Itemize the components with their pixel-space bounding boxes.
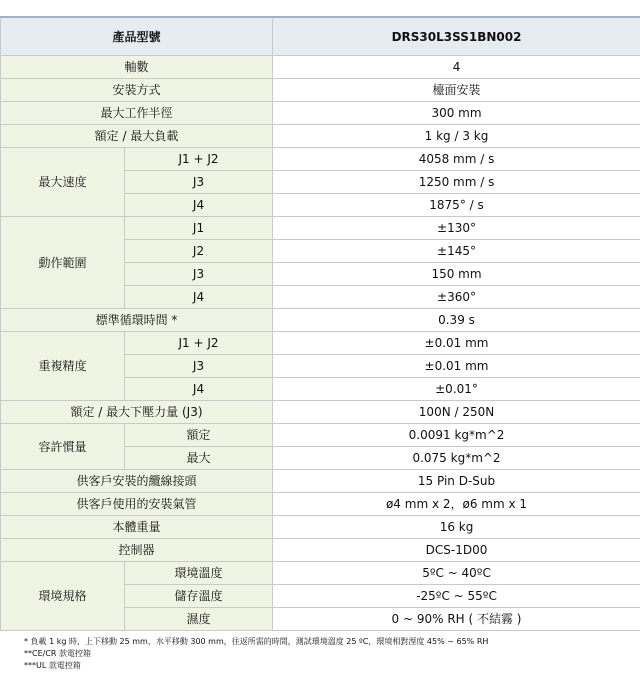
range-value: ±360° <box>273 286 640 309</box>
inertia-sub: 最大 <box>125 447 273 470</box>
repeat-value: ±0.01 mm <box>273 355 640 378</box>
model-value: DRS30L3SS1BN002 <box>273 17 640 56</box>
speed-sub: J3 <box>125 171 273 194</box>
pushdown-label: 額定 / 最大下壓力量 (J3) <box>1 401 273 424</box>
weight-value: 16 kg <box>273 516 640 539</box>
env-sub: 儲存溫度 <box>125 585 273 608</box>
table-row <box>1 493 640 516</box>
mount-value: 檯面安裝 <box>273 79 640 102</box>
cycle-label: 標準循環時間 * <box>1 309 273 332</box>
speed-value: 4058 mm / s <box>273 148 640 171</box>
env-label: 環境規格 <box>1 562 125 631</box>
mount-label: 安裝方式 <box>1 79 273 102</box>
env-value: -25ºC ~ 55ºC <box>273 585 640 608</box>
model-label: 產品型號 <box>1 17 273 56</box>
cycle-value: 0.39 s <box>273 309 640 332</box>
axes-value: 4 <box>273 56 640 79</box>
range-label: 動作範圍 <box>1 217 125 309</box>
range-value: ±130° <box>273 217 640 240</box>
wiring-label: 供客戶安裝的纜線接頭 <box>1 470 273 493</box>
range-value: 150 mm <box>273 263 640 286</box>
repeat-label: 重複精度 <box>1 332 125 401</box>
axes-label: 軸數 <box>1 56 273 79</box>
reach-label: 最大工作半徑 <box>1 102 273 125</box>
table-row <box>1 516 640 539</box>
speed-sub: J1 + J2 <box>125 148 273 171</box>
table-row <box>1 562 640 585</box>
table-row <box>1 148 640 171</box>
env-sub: 濕度 <box>125 608 273 631</box>
spec-table <box>0 16 640 631</box>
repeat-sub: J1 + J2 <box>125 332 273 355</box>
footnote: **CE/CR 款電控箱 <box>24 649 92 658</box>
range-sub: J1 <box>125 217 273 240</box>
repeat-sub: J3 <box>125 355 273 378</box>
table-row <box>1 102 640 125</box>
controller-value: DCS-1D00 <box>273 539 640 562</box>
pushdown-value: 100N / 250N <box>273 401 640 424</box>
repeat-sub: J4 <box>125 378 273 401</box>
table-row <box>1 56 640 79</box>
range-sub: J2 <box>125 240 273 263</box>
range-value: ±145° <box>273 240 640 263</box>
footnote: ***UL 款電控箱 <box>24 661 81 670</box>
header-row <box>1 17 640 56</box>
range-sub: J3 <box>125 263 273 286</box>
footnote: * 負載 1 kg 時，上下移動 25 mm，水平移動 300 mm，往返所需的時間，測試環境溫度 25 ºC，環境相對溼度 45% ~ 65% RH <box>24 637 489 646</box>
reach-value: 300 mm <box>273 102 640 125</box>
inertia-value: 0.0091 kg*m^2 <box>273 424 640 447</box>
inertia-value: 0.075 kg*m^2 <box>273 447 640 470</box>
speed-label: 最大速度 <box>1 148 125 217</box>
inertia-sub: 額定 <box>125 424 273 447</box>
table-row <box>1 332 640 355</box>
speed-value: 1875° / s <box>273 194 640 217</box>
speed-value: 1250 mm / s <box>273 171 640 194</box>
controller-label: 控制器 <box>1 539 273 562</box>
table-row <box>1 539 640 562</box>
wiring-value: 15 Pin D-Sub <box>273 470 640 493</box>
footnotes <box>24 636 488 672</box>
env-sub: 環境溫度 <box>125 562 273 585</box>
speed-sub: J4 <box>125 194 273 217</box>
table-row <box>1 309 640 332</box>
table-row <box>1 424 640 447</box>
table-row <box>1 470 640 493</box>
repeat-value: ±0.01 mm <box>273 332 640 355</box>
payload-value: 1 kg / 3 kg <box>273 125 640 148</box>
table-row <box>1 217 640 240</box>
table-row <box>1 79 640 102</box>
env-value: 0 ~ 90% RH ( 不結霧 ) <box>273 608 640 631</box>
inertia-label: 容許慣量 <box>1 424 125 470</box>
payload-label: 額定 / 最大負載 <box>1 125 273 148</box>
env-value: 5ºC ~ 40ºC <box>273 562 640 585</box>
repeat-value: ±0.01° <box>273 378 640 401</box>
weight-label: 本體重量 <box>1 516 273 539</box>
air-label: 供客戶使用的安裝氣管 <box>1 493 273 516</box>
range-sub: J4 <box>125 286 273 309</box>
table-row <box>1 401 640 424</box>
air-value: ø4 mm x 2，ø6 mm x 1 <box>273 493 640 516</box>
table-row <box>1 125 640 148</box>
